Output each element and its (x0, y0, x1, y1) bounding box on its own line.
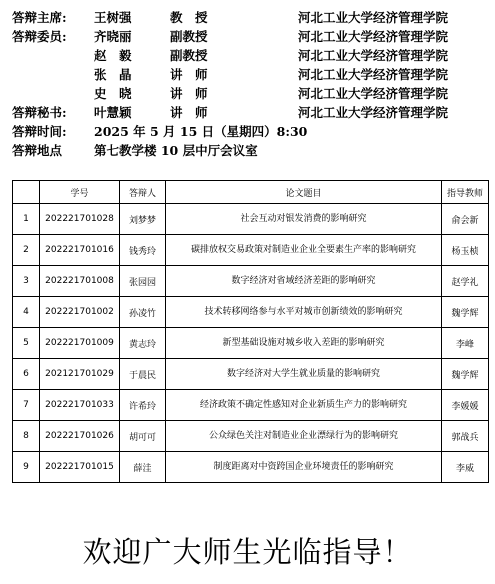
member-title: 讲 师 (170, 86, 208, 101)
thesis-title: 制度距离对中资跨国企业环境责任的影响研究 (166, 452, 442, 483)
row-index: 4 (13, 297, 40, 328)
row-index: 9 (13, 452, 40, 483)
role-label: 答辩秘书: (12, 105, 67, 120)
thesis-title: 经济政策不确定性感知对企业新质生产力的影响研究 (166, 390, 442, 421)
thesis-title: 碳排放权交易政策对制造业企业全要素生产率的影响研究 (166, 235, 442, 266)
advisor-name: 郭战兵 (442, 421, 489, 452)
advisor-name: 魏学辉 (442, 297, 489, 328)
place-value: 第七教学楼 10 层中厅会议室 (94, 143, 258, 158)
member-org: 河北工业大学经济管理学院 (298, 105, 449, 120)
student-id: 202221701015 (40, 452, 120, 483)
student-id: 202221701028 (40, 204, 120, 235)
thesis-table (12, 180, 489, 483)
member-name: 齐晓丽 (94, 29, 132, 44)
member-org: 河北工业大学经济管理学院 (298, 86, 449, 101)
member-org: 河北工业大学经济管理学院 (298, 48, 449, 63)
member-name: 张 晶 (94, 67, 132, 82)
advisor-name: 李威 (442, 452, 489, 483)
table-row (13, 390, 489, 421)
place-label: 答辩地点 (12, 143, 63, 158)
candidate-name: 于晨民 (120, 359, 166, 390)
row-index: 8 (13, 421, 40, 452)
table-row (13, 266, 489, 297)
member-org: 河北工业大学经济管理学院 (298, 10, 449, 25)
student-id: 202221701002 (40, 297, 120, 328)
thesis-title: 技术转移网络参与水平对城市创新绩效的影响研究 (166, 297, 442, 328)
advisor-name: 赵学礼 (442, 266, 489, 297)
advisor-name: 魏学辉 (442, 359, 489, 390)
advisor-name: 李峰 (442, 328, 489, 359)
candidate-name: 钱秀玲 (120, 235, 166, 266)
committee-row (12, 63, 492, 82)
student-id: 202221701033 (40, 390, 120, 421)
defense-info (12, 6, 492, 158)
member-org: 河北工业大学经济管理学院 (298, 67, 449, 82)
member-title: 副教授 (170, 29, 208, 44)
table-row (13, 452, 489, 483)
table-row (13, 421, 489, 452)
time-row (12, 120, 492, 139)
row-index: 3 (13, 266, 40, 297)
candidate-name: 胡可可 (120, 421, 166, 452)
member-name: 叶慧颖 (94, 105, 132, 120)
table-row (13, 297, 489, 328)
role-label: 答辩主席: (12, 10, 67, 25)
welcome-banner: 欢迎广大师生光临指导！ (82, 535, 413, 569)
student-id: 202221701008 (40, 266, 120, 297)
col-header-candidate: 答辩人 (120, 181, 166, 204)
member-name: 史 晓 (94, 86, 132, 101)
committee-row (12, 101, 492, 120)
row-index: 1 (13, 204, 40, 235)
member-title: 副教授 (170, 48, 208, 63)
student-id: 202121701029 (40, 359, 120, 390)
committee-row (12, 44, 492, 63)
thesis-title: 新型基础设施对城乡收入差距的影响研究 (166, 328, 442, 359)
member-name: 王树强 (94, 10, 132, 25)
candidate-name: 刘梦梦 (120, 204, 166, 235)
candidate-name: 许希玲 (120, 390, 166, 421)
col-header-advisor: 指导教师 (442, 181, 489, 204)
table-row (13, 359, 489, 390)
table-header-row (13, 181, 489, 204)
advisor-name: 杨玉桢 (442, 235, 489, 266)
row-index: 7 (13, 390, 40, 421)
place-row (12, 139, 492, 158)
committee-row (12, 25, 492, 44)
member-title: 讲 师 (170, 105, 208, 120)
role-label: 答辩委员: (12, 29, 67, 44)
candidate-name: 黄志玲 (120, 328, 166, 359)
table-row (13, 235, 489, 266)
member-title: 讲 师 (170, 67, 208, 82)
time-value: 2025 年 5 月 15 日（星期四）8:30 (94, 124, 308, 139)
thesis-title: 社会互动对银发消费的影响研究 (166, 204, 442, 235)
member-name: 赵 毅 (94, 48, 132, 63)
col-header-student-id: 学号 (40, 181, 120, 204)
student-id: 202221701016 (40, 235, 120, 266)
candidate-name: 张园园 (120, 266, 166, 297)
member-title: 教 授 (170, 10, 208, 25)
student-id: 202221701009 (40, 328, 120, 359)
table-row (13, 204, 489, 235)
candidate-name: 孙凌竹 (120, 297, 166, 328)
advisor-name: 俞会新 (442, 204, 489, 235)
table-row (13, 328, 489, 359)
student-id: 202221701026 (40, 421, 120, 452)
advisor-name: 李媛媛 (442, 390, 489, 421)
time-label: 答辩时间: (12, 124, 67, 139)
candidate-name: 薛洼 (120, 452, 166, 483)
row-index: 6 (13, 359, 40, 390)
row-index: 2 (13, 235, 40, 266)
col-header-thesis-title: 论文题目 (166, 181, 442, 204)
thesis-title: 数字经济对大学生就业质量的影响研究 (166, 359, 442, 390)
thesis-title: 数字经济对省域经济差距的影响研究 (166, 266, 442, 297)
member-org: 河北工业大学经济管理学院 (298, 29, 449, 44)
thesis-title: 公众绿色关注对制造业企业漂绿行为的影响研究 (166, 421, 442, 452)
committee-row (12, 82, 492, 101)
row-index: 5 (13, 328, 40, 359)
col-header-index (13, 181, 40, 204)
committee-row (12, 6, 492, 25)
